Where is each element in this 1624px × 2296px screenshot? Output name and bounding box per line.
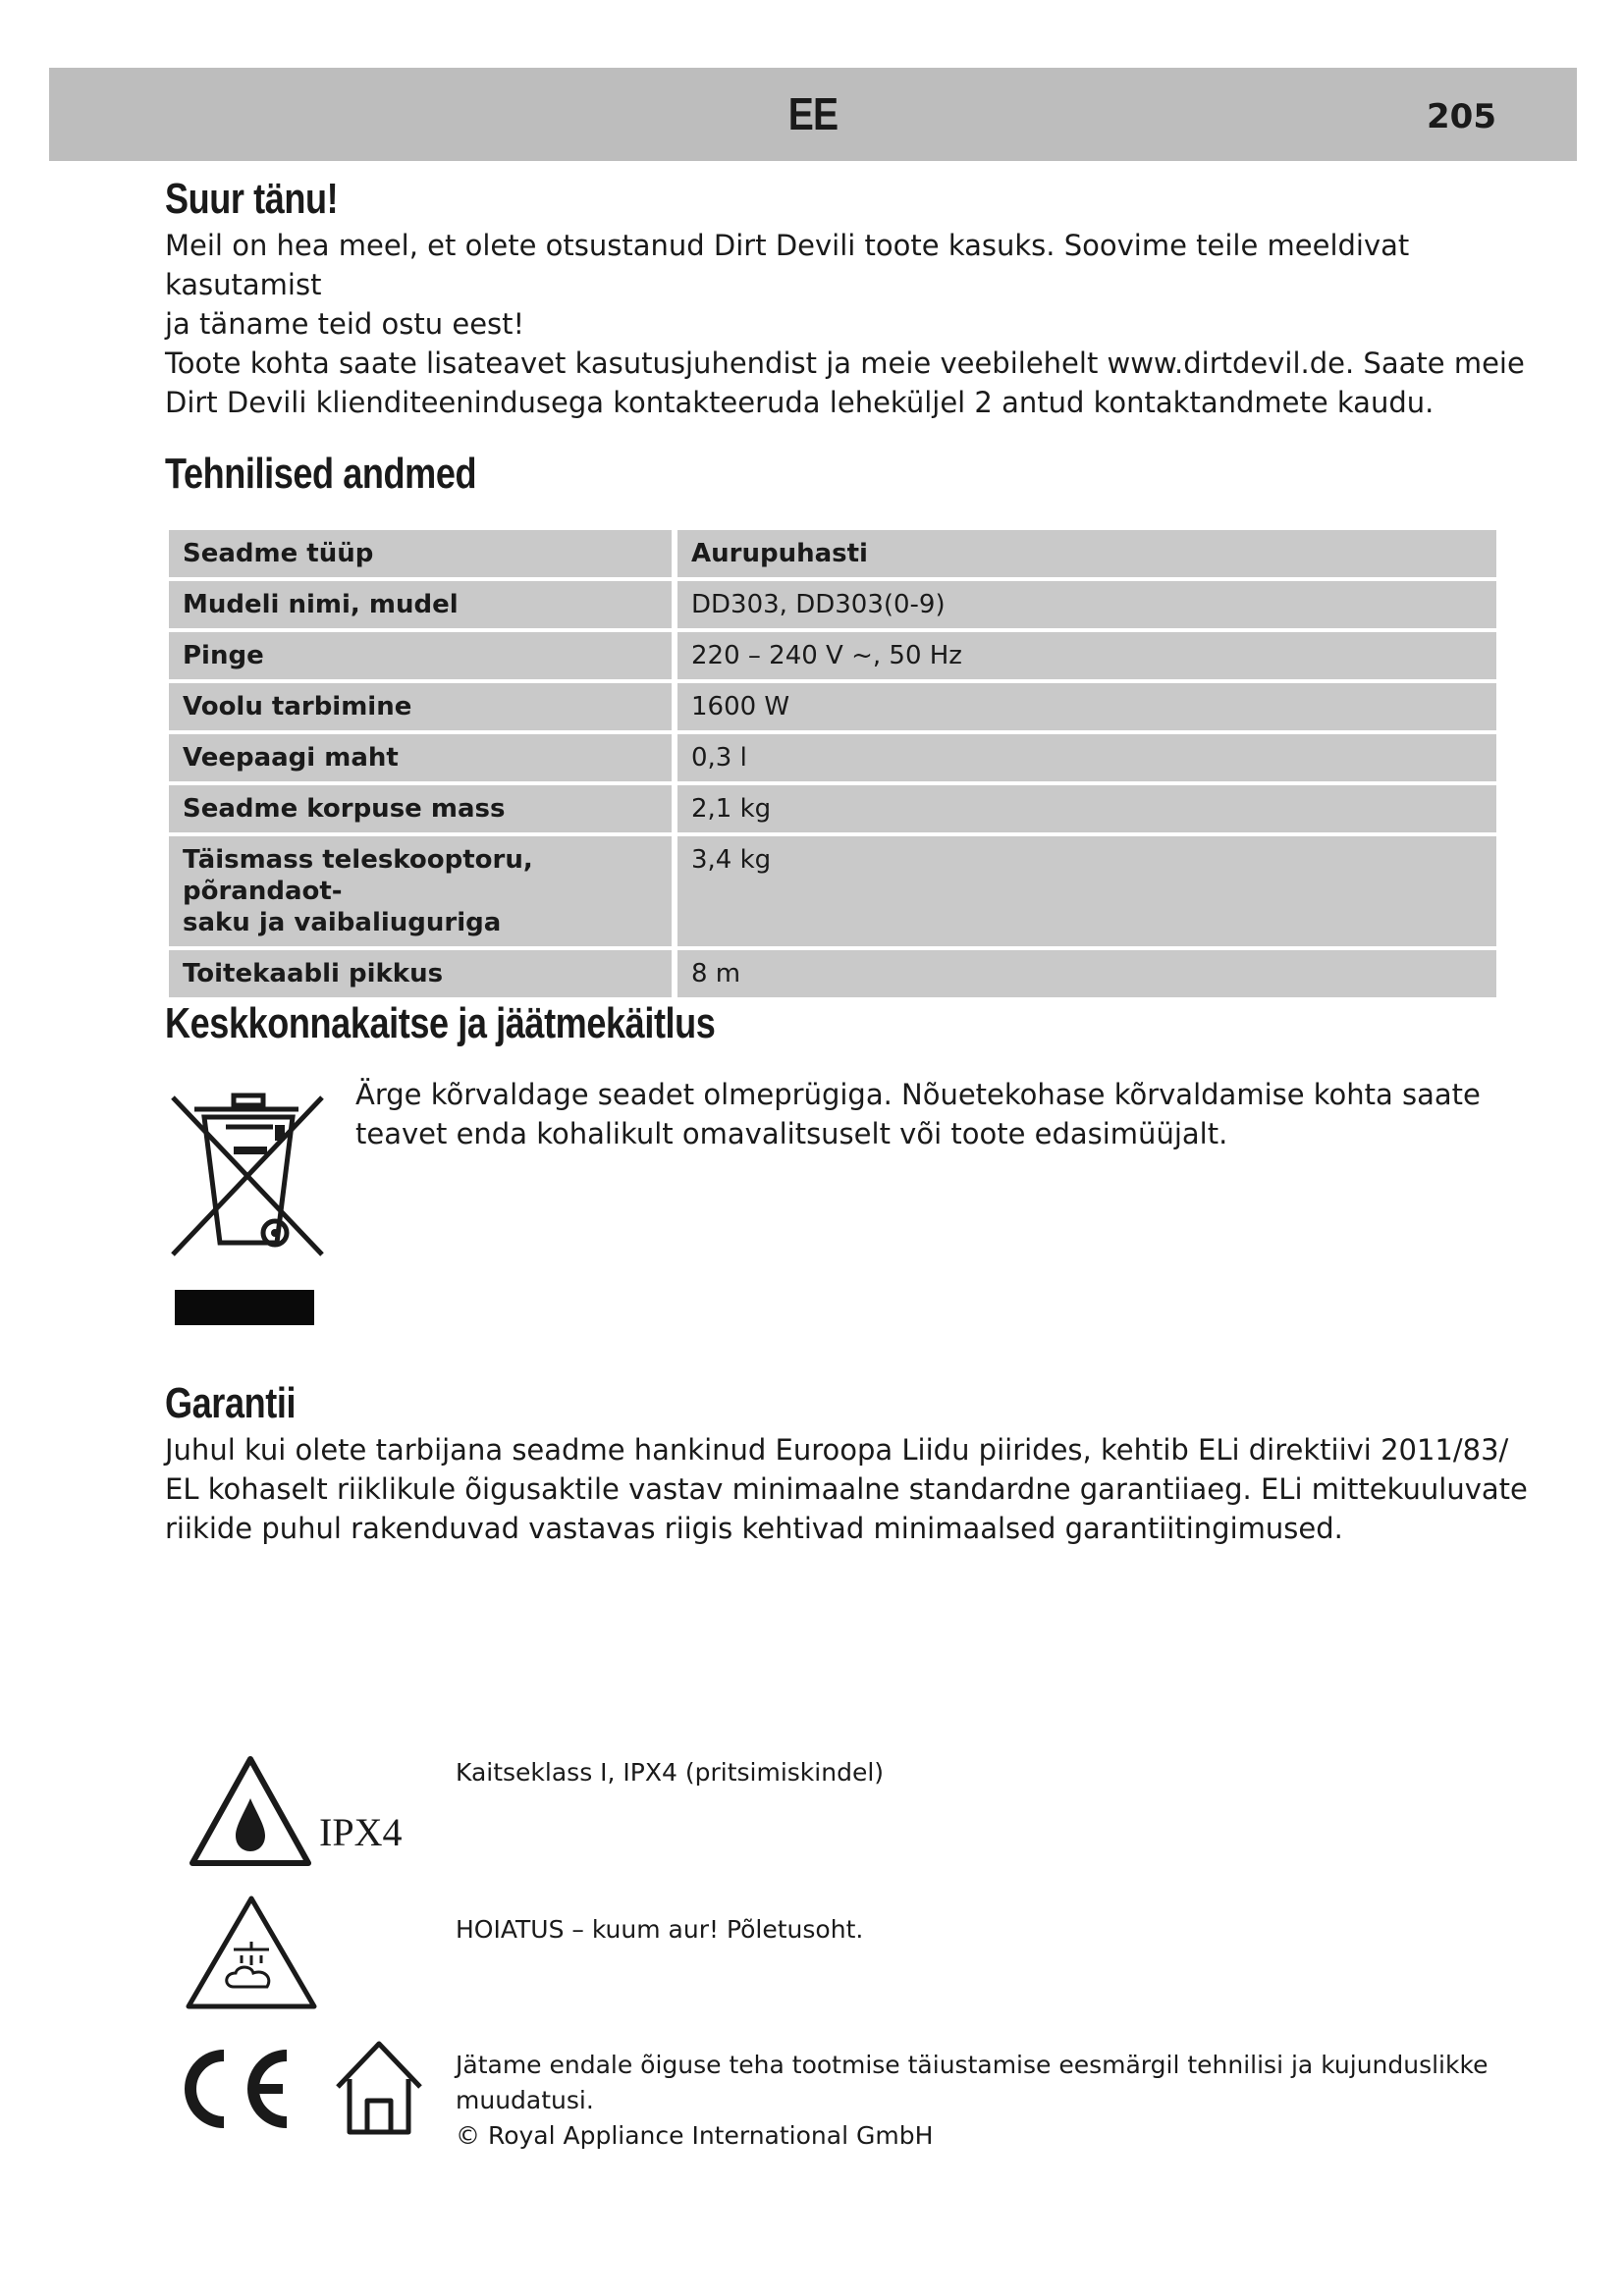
- spec-value: DD303, DD303(0-9): [677, 581, 1496, 628]
- warranty-text: [165, 1430, 1540, 1548]
- spec-label: Veepaagi maht: [169, 734, 677, 781]
- text-line: Jätame endale õiguse teha tootmise täiustamise eesmärgil tehnilisi ja kujunduslikke: [456, 2051, 1489, 2079]
- spec-value: 8 m: [677, 950, 1496, 997]
- text-line: ja täname teid ostu eest!: [165, 307, 525, 341]
- text-line: teavet enda kohalikult omavalitsuselt või toote edasimüüjalt.: [355, 1117, 1228, 1150]
- copyright-text: © Royal Appliance International GmbH: [456, 2121, 934, 2150]
- spec-label: [169, 836, 677, 946]
- text-line: Dirt Devili klienditeenindusega kontakteeruda leheküljel 2 antud kontaktandmete kaudu.: [165, 386, 1435, 419]
- spec-label: Seadme korpuse mass: [169, 785, 677, 832]
- page-header: [49, 68, 1577, 161]
- spec-label-line: Täismass teleskooptoru, põrandaot-: [183, 845, 533, 906]
- table-row: [169, 683, 1496, 730]
- spec-value: 220 – 240 V ~, 50 Hz: [677, 632, 1496, 679]
- rights-text: [456, 2048, 1516, 2154]
- text-line: Toote kohta saate lisateavet kasutusjuhendist ja meie veebilehelt www.dirtdevil.de. Saate meie: [165, 347, 1525, 380]
- language-code: EE: [787, 88, 839, 139]
- text-line: muudatusi.: [456, 2086, 594, 2114]
- spec-value: Aurupuhasti: [677, 530, 1496, 577]
- environment-text: [355, 1075, 1514, 1153]
- table-row: [169, 836, 1496, 946]
- spec-label: Seadme tüüp: [169, 530, 677, 577]
- specs-heading: Tehnilised andmed: [165, 450, 477, 498]
- spec-label: Toitekaabli pikkus: [169, 950, 677, 997]
- spec-value: 1600 W: [677, 683, 1496, 730]
- thanks-heading: Suur tänu!: [165, 175, 339, 223]
- spec-value: 3,4 kg: [677, 836, 1496, 946]
- table-row: [169, 530, 1496, 577]
- spec-label-line: saku ja vaibaliuguriga: [183, 908, 502, 937]
- table-row: [169, 785, 1496, 832]
- text-line: EL kohaselt riiklikule õigusaktile vastav minimaalne standardne garantiiaeg. ELi mittekuuluvate: [165, 1472, 1528, 1506]
- water-drop-warning-icon: [187, 1753, 314, 1871]
- table-row: [169, 734, 1496, 781]
- spec-value: 2,1 kg: [677, 785, 1496, 832]
- ipx-rating-label: IPX4: [319, 1810, 403, 1854]
- hot-steam-warning-icon: [183, 1893, 320, 2014]
- table-row: [169, 950, 1496, 997]
- specs-table: [169, 526, 1496, 1001]
- text-line: riikide puhul rakenduvad vastavas riigis kehtivad minimaalsed garantiitingimused.: [165, 1512, 1343, 1545]
- text-line: Meil on hea meel, et olete otsustanud Dirt Devili toote kasuks. Soovime teile meeldivat kasutamist: [165, 229, 1410, 301]
- table-row: [169, 632, 1496, 679]
- ce-mark-icon: [173, 2044, 300, 2132]
- text-line: Ärge kõrvaldage seadet olmeprügiga. Nõuetekohase kõrvaldamise kohta saate: [355, 1078, 1481, 1111]
- steam-warning-text: HOIATUS – kuum aur! Põletusoht.: [456, 1915, 864, 1944]
- table-row: [169, 581, 1496, 628]
- text-line: Juhul kui olete tarbijana seadme hankinud Euroopa Liidu piirides, kehtib ELi direktiivi 2011/83/: [165, 1433, 1509, 1467]
- weee-crossed-bin-icon: [165, 1088, 328, 1335]
- indoor-use-house-icon: [332, 2036, 426, 2138]
- thanks-text: [165, 226, 1540, 422]
- spec-label: Mudeli nimi, mudel: [169, 581, 677, 628]
- environment-heading: Keskkonnakaitse ja jäätmekäitlus: [165, 999, 716, 1047]
- protection-class-text: Kaitseklass I, IPX4 (pritsimiskindel): [456, 1758, 885, 1787]
- spec-label: Voolu tarbimine: [169, 683, 677, 730]
- spec-label: Pinge: [169, 632, 677, 679]
- spec-value: 0,3 l: [677, 734, 1496, 781]
- page-number: 205: [1427, 97, 1496, 136]
- warranty-heading: Garantii: [165, 1379, 297, 1427]
